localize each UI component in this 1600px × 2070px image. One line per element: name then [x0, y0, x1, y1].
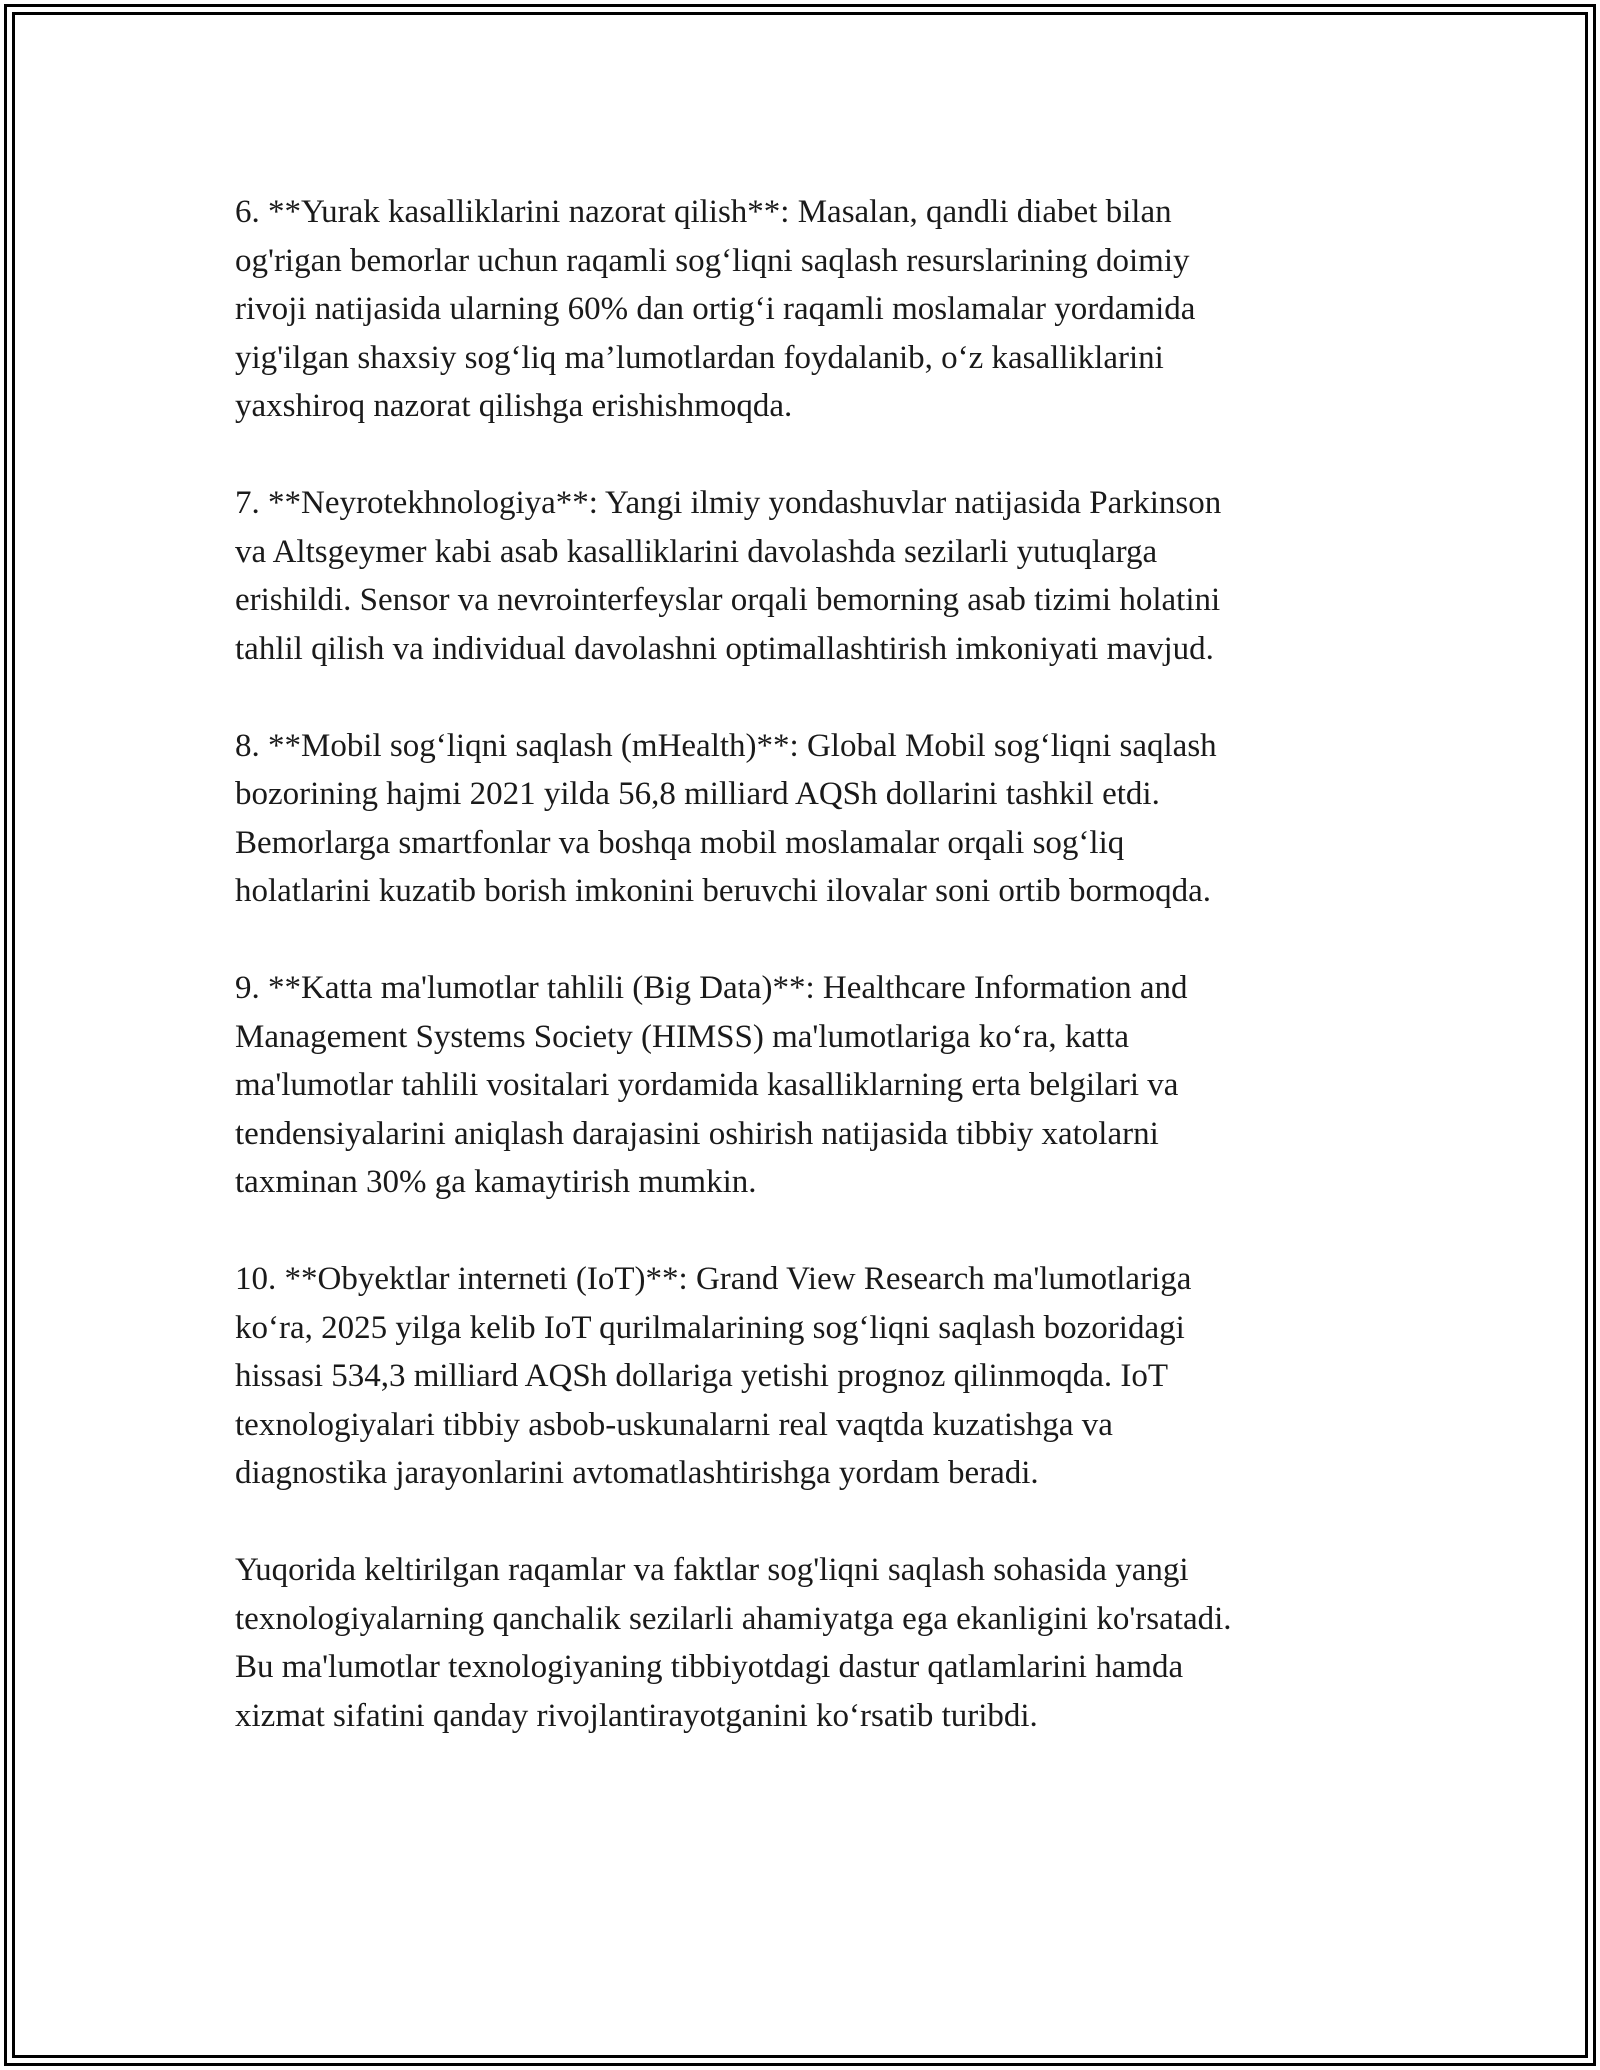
text-line: erishildi. Sensor va nevrointerfeyslar orqali bemorning asab tizimi holatini — [235, 582, 1221, 618]
text-line: texnologiyalari tibbiy asbob-uskunalarni real vaqtda kuzatishga va — [235, 1406, 1113, 1443]
text-line: 6. **Yurak kasalliklarini nazorat qilish**: Masalan, qandli diabet bilan — [235, 194, 1172, 230]
text-line: tahlil qilish va individual davolashni optimallashtirish imkoniyati mavjud. — [235, 630, 1214, 667]
text-line: holatlarini kuzatib borish imkonini beruvchi ilovalar soni ortib bormoqda. — [235, 873, 1212, 909]
text-line: 8. **Mobil sog‘liqni saqlash (mHealth)**: Global Mobil sog‘liqni saqlash — [235, 727, 1217, 764]
text-line: 9. **Katta ma'lumotlar tahlili (Big Data)**: Healthcare Information and — [235, 970, 1188, 1006]
paragraph-item-6 — [235, 188, 1365, 431]
text-line: taxminan 30% ga kamaytirish mumkin. — [235, 1164, 757, 1200]
text-line: tendensiyalarini aniqlash darajasini oshirish natijasida tibbiy xatolarni — [235, 1115, 1159, 1152]
paragraph-item-9 — [235, 964, 1365, 1207]
text-line: ma'lumotlar tahlili vositalari yordamida kasalliklarning erta belgilari va — [235, 1067, 1179, 1103]
document-body — [235, 188, 1365, 1789]
text-line: Yuqorida keltirilgan raqamlar va faktlar sog'liqni saqlash sohasida yangi — [235, 1552, 1189, 1588]
text-line: va Altsgeymer kabi asab kasalliklarini davolashda sezilarli yutuqlarga — [235, 533, 1158, 570]
paragraph-item-8 — [235, 722, 1365, 916]
text-line: og'rigan bemorlar uchun raqamli sog‘liqni saqlash resurslarining doimiy — [235, 242, 1190, 279]
text-line: 7. **Neyrotekhnologiya**: Yangi ilmiy yondashuvlar natijasida Parkinson — [235, 485, 1222, 521]
text-line: ko‘ra, 2025 yilga kelib IoT qurilmalarining sog‘liqni saqlash bozoridagi — [235, 1309, 1185, 1346]
text-line: diagnostika jarayonlarini avtomatlashtirishga yordam beradi. — [235, 1455, 1039, 1491]
paragraph-item-7 — [235, 479, 1365, 673]
text-line: xizmat sifatini qanday rivojlantirayotganini ko‘rsatib turibdi. — [235, 1697, 1038, 1734]
text-line: hissasi 534,3 milliard AQSh dollariga yetishi prognoz qilinmoqda. IoT — [235, 1358, 1169, 1394]
text-line: 10. **Obyektlar interneti (IoT)**: Grand View Research ma'lumotlariga — [235, 1261, 1192, 1297]
text-line: rivoji natijasida ularning 60% dan ortig‘i raqamli moslamalar yordamida — [235, 291, 1196, 327]
paragraph-conclusion — [235, 1546, 1365, 1740]
text-line: Management Systems Society (HIMSS) ma'lumotlariga ko‘ra, katta — [235, 1018, 1130, 1055]
text-line: Bemorlarga smartfonlar va boshqa mobil moslamalar orqali sog‘liq — [235, 824, 1125, 861]
text-line: bozorining hajmi 2021 yilda 56,8 milliard AQSh dollarini tashkil etdi. — [235, 776, 1160, 812]
paragraph-item-10 — [235, 1255, 1365, 1498]
text-line: yig'ilgan shaxsiy sog‘liq ma’lumotlardan foydalanib, o‘z kasalliklarini — [235, 339, 1164, 376]
text-line: texnologiyalarning qanchalik sezilarli ahamiyatga ega ekanligini ko'rsatadi. — [235, 1600, 1232, 1637]
text-line: yaxshiroq nazorat qilishga erishishmoqda. — [235, 388, 793, 424]
text-line: Bu ma'lumotlar texnologiyaning tibbiyotdagi dastur qatlamlarini hamda — [235, 1649, 1184, 1685]
